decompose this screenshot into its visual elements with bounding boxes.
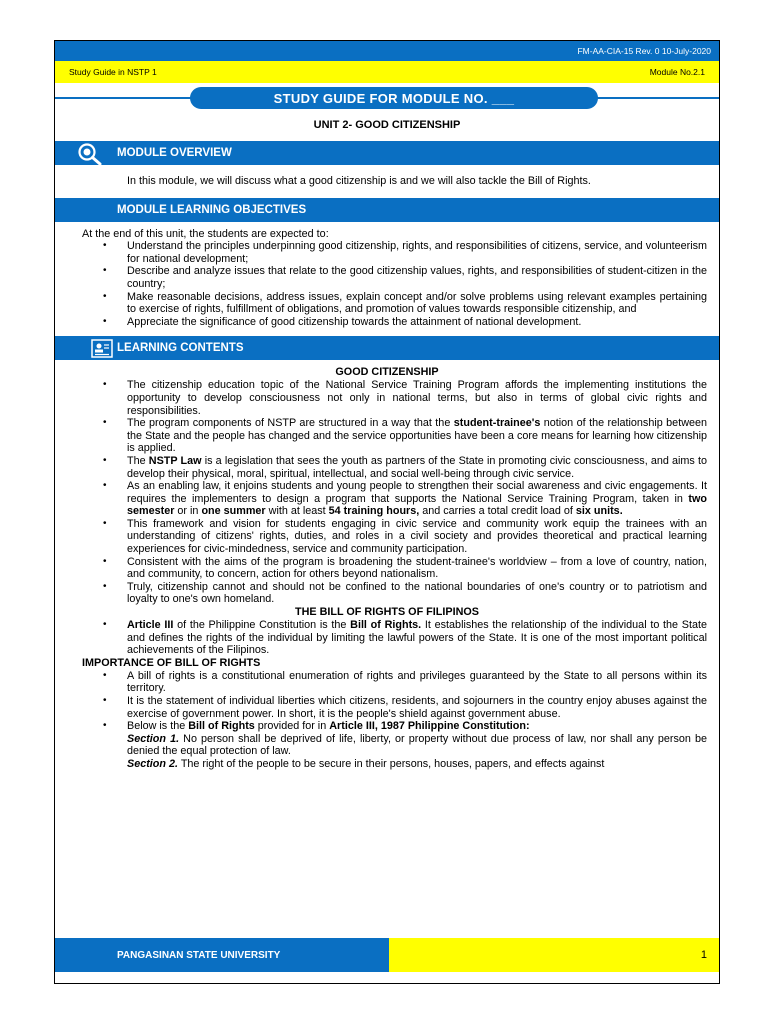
section-learning-contents [55,336,719,360]
list-item: • As an enabling law, it enjoins students and young people to strengthen their social awareness and civic engagements. It requires the implementers to design a program that supports the National Service Training Program, taken in two semester or in one summer with at least 54 training hours, and carries a total credit load of six units. [127,480,707,518]
bill-of-rights-list [55,619,719,657]
page-footer [55,938,719,972]
section-module-overview [55,141,719,165]
doc-code: FM-AA-CIA-15 Rev. 0 10-July-2020 [577,46,711,56]
good-citizenship-heading: GOOD CITIZENSHIP [335,366,439,379]
list-item: • A bill of rights is a constitutional enumeration of rights and privileges guaranteed by the State to all persons within its territory. [127,670,707,695]
title-banner [55,83,719,111]
list-item: • The citizenship education topic of the National Service Training Program affords the implementing institutions the opportunity to develop consciousness not only in national terms, but also in terms of global civic rights and responsibilities. [127,379,707,417]
overview-text: In this module, we will discuss what a good citizenship is and we will also tackle the Bill of Rights. [127,175,591,187]
list-item: • It is the statement of individual liberties which citizens, residents, and sojourners in the country enjoy abuses against the exercise of government power. In short, it is the people's shield against government abuse. [127,695,707,720]
header-subbar [55,61,719,83]
study-guide-label: Study Guide in NSTP 1 [69,67,157,77]
list-item: • Appreciate the significance of good citizenship towards the attainment of national development. [127,316,707,329]
section-heading: MODULE OVERVIEW [117,147,232,159]
list-item: • Describe and analyze issues that relate to the good citizenship values, rights, and responsibilities of student-citizen in the country; [127,265,707,290]
page-title: STUDY GUIDE FOR MODULE NO. ___ [190,87,598,109]
objectives-list [55,240,719,328]
magnifier-icon [75,142,105,169]
document-page [54,40,720,984]
list-item: • This framework and vision for students engaging in civic service and community work equip the trainees with an understanding of citizens' rights, duties, and roles in a civil society and provides theoretical and practical learning experiences for civic-mindedness, service and community participation. [127,518,707,556]
page-number: 1 [389,938,719,972]
list-item: • Understand the principles underpinning good citizenship, rights, and responsibilities of citizens, service, and volunteerism for national development; [127,240,707,265]
importance-heading: IMPORTANCE OF BILL OF RIGHTS [82,656,261,669]
list-item: • Below is the Bill of Rights provided for in Article III, 1987 Philippine Constitution: Section 1. No person shall be deprived of life, liberty, or property without due process of law, nor shall any person be denied the equal protection of law. Section 2. The right of the people to be secure in their persons, houses, papers, and effects against [127,720,707,770]
list-item: • Article III of the Philippine Constitution is the Bill of Rights. It establishes the relationship of the individual to the State and defines the rights of the individual by limiting the lawful powers of the State. It is one of the most important political achievements of the Filipinos. [127,619,707,657]
section-1-text: Section 1. No person shall be deprived of life, liberty, or property without due process of law, nor shall any person be denied the equal protection of law. [127,732,707,758]
list-item: • The program components of NSTP are structured in a way that the student-trainee's notion of the relationship between the State and the people has changed and the service opportunities have been a core means for learning how citizenship is applied. [127,417,707,455]
header-bar [55,41,719,61]
section-2-text: Section 2. The right of the people to be secure in their persons, houses, papers, and effects against [127,757,605,770]
section-heading: LEARNING CONTENTS [117,342,244,355]
university-name: PANGASINAN STATE UNIVERSITY [55,938,389,972]
importance-list [55,670,719,771]
list-item: • Truly, citizenship cannot and should not be confined to the national boundaries of one's country or to patriotism and loyalty to one's own homeland. [127,581,707,606]
list-item: • The NSTP Law is a legislation that sees the youth as partners of the State in promoting civic consciousness, and aims to develop their physical, moral, spiritual, intellectual, and social well-being through civic service. [127,455,707,480]
list-item: • Make reasonable decisions, address issues, explain concept and/or solve problems using relevant examples pertaining to exercise of rights, fulfillment of obligations, and promotion of values towards responsible citizenship, and [127,291,707,316]
bill-of-rights-heading: THE BILL OF RIGHTS OF FILIPINOS [295,606,479,619]
list-item: • Consistent with the aims of the program is broadening the student-trainee's worldview – from a love of country, nation, and community, to concern, action for others beyond nationalism. [127,556,707,581]
good-citizenship-list [55,379,719,606]
section-learning-objectives [55,198,719,222]
module-number: Module No.2.1 [649,67,705,77]
book-icon [91,339,113,361]
objectives-intro: At the end of this unit, the students are expected to: [82,227,329,240]
unit-title: UNIT 2- GOOD CITIZENSHIP [313,119,461,131]
section-heading: MODULE LEARNING OBJECTIVES [117,203,307,216]
